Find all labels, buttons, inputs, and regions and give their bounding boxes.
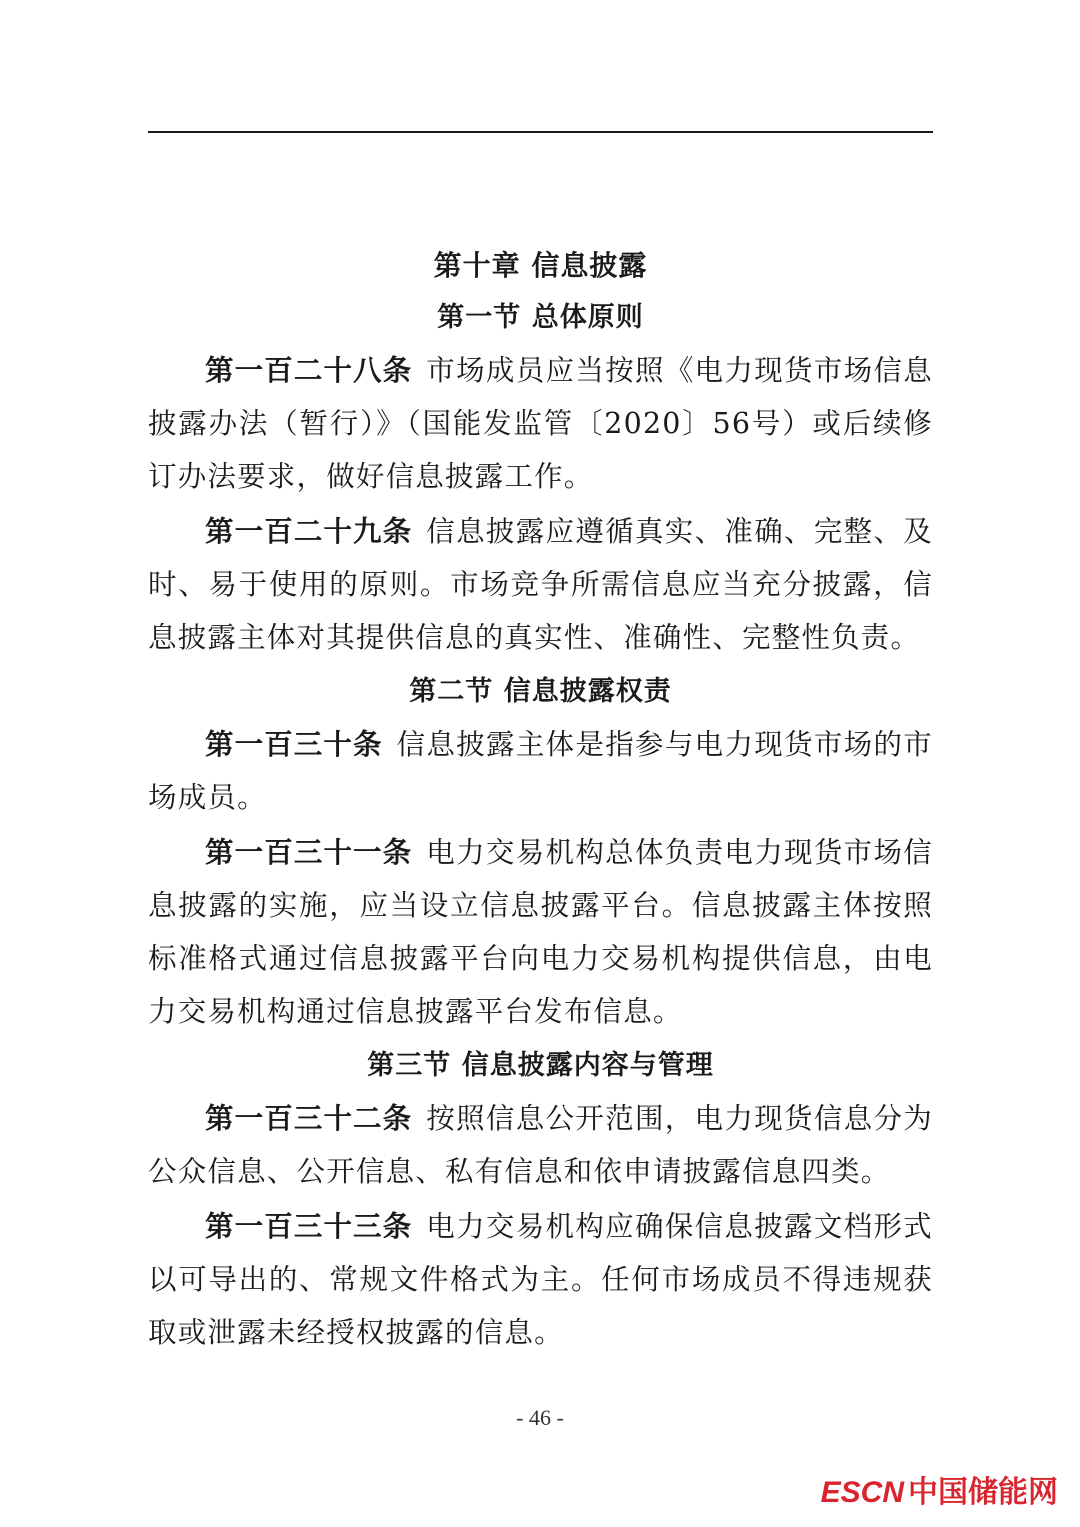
section-title: 第一节 总体原则 <box>437 302 644 333</box>
article-number: 第一百三十二条 <box>205 1102 413 1135</box>
article-number: 第一百二十八条 <box>205 354 413 387</box>
watermark-latin: ESCN <box>820 1476 904 1509</box>
article-text: 信息披露主体是指参与电力现货市场的市场成员。 <box>148 728 933 814</box>
article-text: 电力交易机构应确保信息披露文档形式以可导出的、常规文件格式为主。任何市场成员不得违规获取或泄露未经授权披露的信息。 <box>148 1210 933 1349</box>
article-text: 按照信息公开范围，电力现货信息分为公众信息、公开信息、私有信息和依申请披露信息四类。 <box>148 1102 933 1188</box>
page-number: - 46 - <box>516 1405 564 1430</box>
watermark-logo <box>821 1467 1058 1511</box>
article <box>148 826 933 1038</box>
document-body <box>148 240 933 1361</box>
article <box>148 1092 933 1198</box>
article <box>148 505 933 664</box>
article <box>148 718 933 824</box>
section-title: 第二节 信息披露权责 <box>409 676 672 707</box>
article-text: 信息披露应遵循真实、准确、完整、及时、易于使用的原则。市场竞争所需信息应当充分披露，信息披露主体对其提供信息的真实性、准确性、完整性负责。 <box>148 515 933 654</box>
article-number: 第一百三十一条 <box>205 836 413 869</box>
article-number: 第一百二十九条 <box>205 515 413 548</box>
watermark-cjk: 中国储能网 <box>908 1476 1058 1509</box>
section-title: 第三节 信息披露内容与管理 <box>367 1050 714 1081</box>
chapter-title: 第十章 信息披露 <box>433 249 648 282</box>
article-number: 第一百三十条 <box>205 728 383 761</box>
header-rule <box>148 131 933 133</box>
article-text: 市场成员应当按照《电力现货市场信息披露办法（暂行）》（国能发监管〔2020〕56号）或后续修订办法要求，做好信息披露工作。 <box>148 354 933 493</box>
article-text: 电力交易机构总体负责电力现货市场信息披露的实施，应当设立信息披露平台。信息披露主体按照标准格式通过信息披露平台向电力交易机构提供信息，由电力交易机构通过信息披露平台发布信息。 <box>148 836 933 1028</box>
article-number: 第一百三十三条 <box>205 1210 413 1243</box>
article <box>148 344 933 503</box>
article <box>148 1200 933 1359</box>
